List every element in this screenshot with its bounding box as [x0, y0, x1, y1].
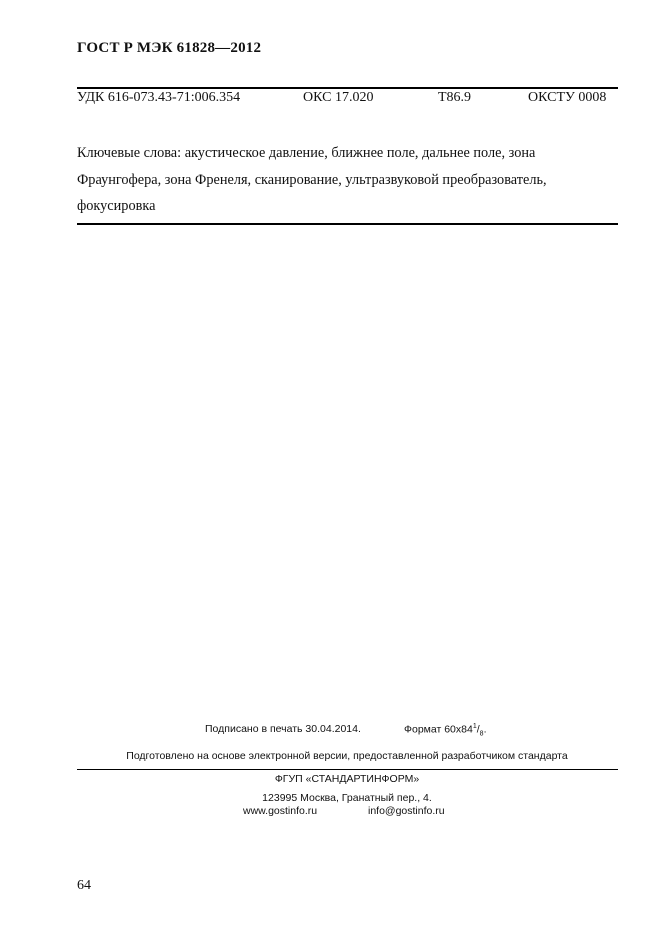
format-denominator: 8 — [479, 730, 484, 738]
keywords-block — [77, 140, 617, 220]
format-numerator: 1 — [472, 723, 477, 730]
publisher-name: ФГУП «СТАНДАРТИНФОРМ» — [274, 773, 420, 785]
page-number: 64 — [77, 878, 91, 893]
keywords-line: фокусировка — [77, 198, 156, 214]
format-text: Формат 60x84 — [404, 723, 473, 736]
keywords-line: Фраунгофера, зона Френеля, сканирование, ультразвуковой преобразователь, — [77, 171, 547, 188]
format-label: Формат $60x84^1/_8$. — [404, 723, 487, 738]
okstu-code: ОКСТУ 0008 — [528, 90, 607, 105]
header-rule — [77, 87, 618, 89]
keywords-line: Ключевые слова: акустическое давление, ближнее поле, дальнее поле, зона — [77, 145, 536, 161]
email-link: info@gostinfo.ru — [368, 805, 445, 817]
udk-code: УДК 616-073.43-71:006.354 — [77, 90, 241, 105]
keywords-rule — [77, 223, 618, 225]
prepared-note: Подготовлено на основе электронной версии, предоставленной разработчиком стандарта — [126, 750, 568, 762]
signed-date: Подписано в печать 30.04.2014. — [205, 723, 361, 735]
imprint-rule — [77, 769, 618, 770]
group-code: Т86.9 — [438, 90, 472, 105]
publisher-address: 123995 Москва, Гранатный пер., 4. — [262, 792, 432, 804]
website-link: www.gostinfo.ru — [243, 805, 318, 817]
oks-code: ОКС 17.020 — [303, 90, 374, 105]
standard-code: ГОСТ Р МЭК 61828—2012 — [77, 40, 262, 56]
